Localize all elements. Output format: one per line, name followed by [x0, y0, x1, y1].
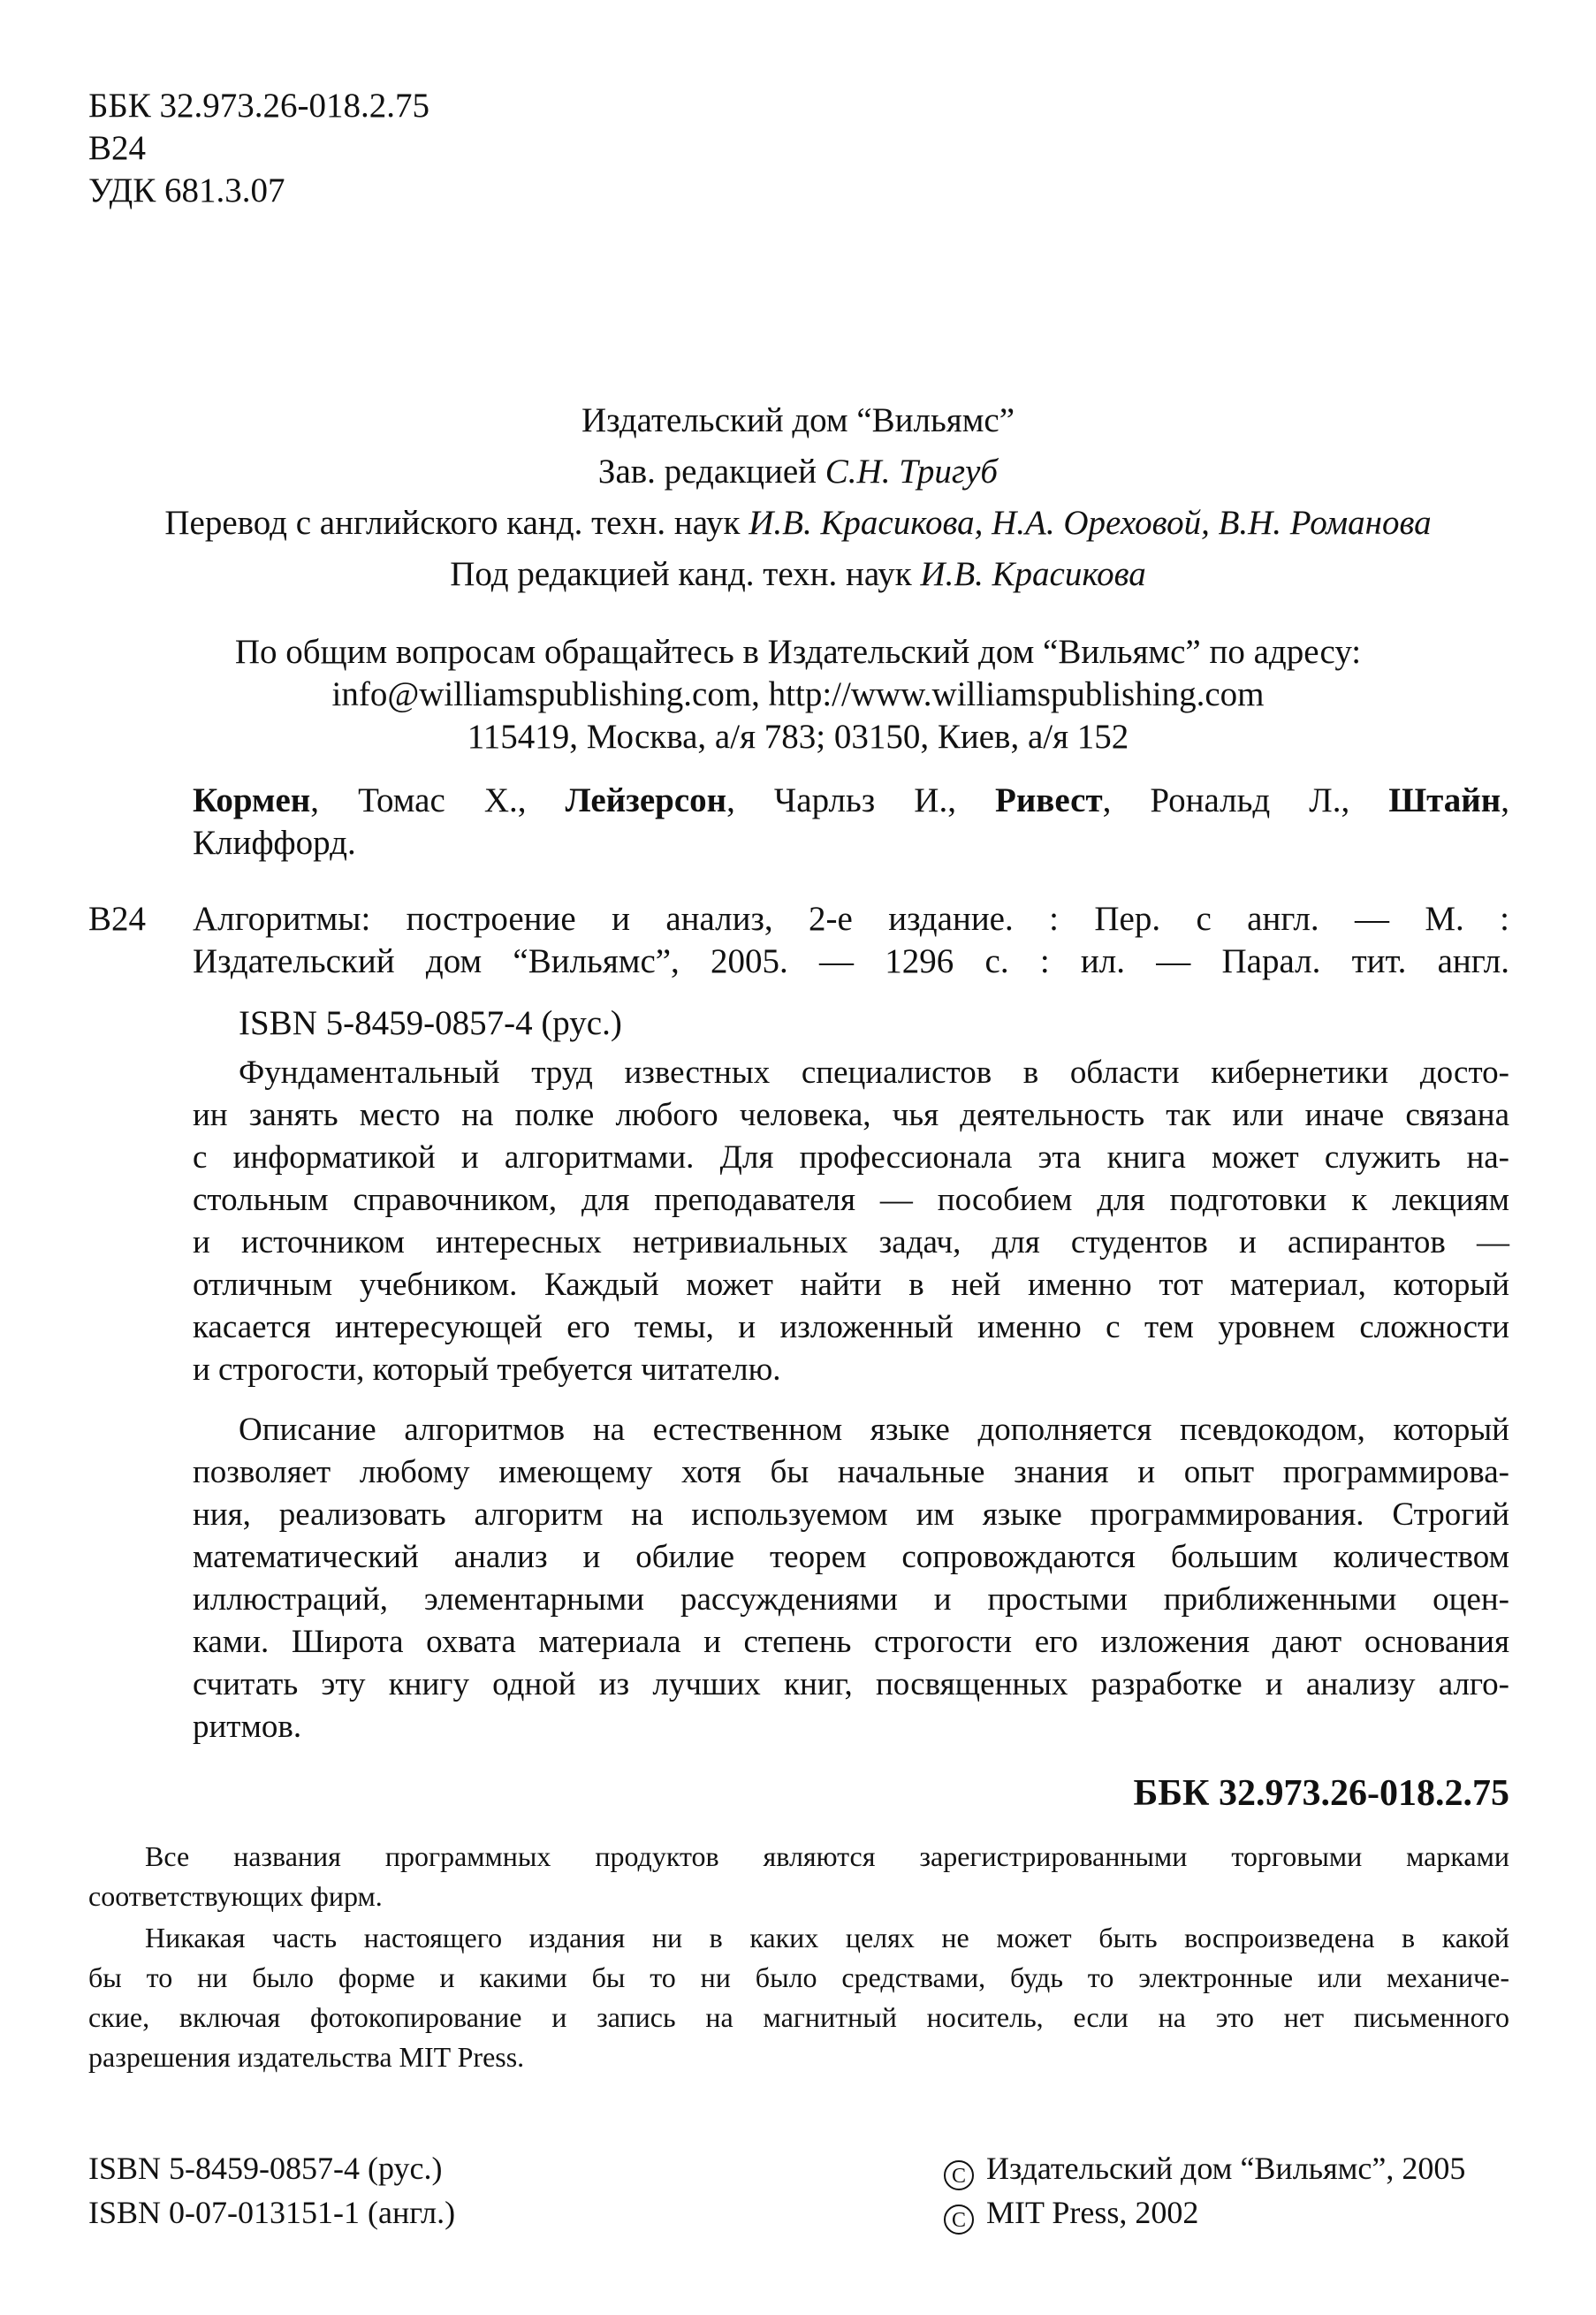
copyright-icon: C: [944, 2205, 974, 2235]
footer-copyright: [944, 2146, 1465, 2235]
author-given-4: ,: [1501, 781, 1509, 819]
catalog-isbn: ISBN 5-8459-0857-4 (рус.): [239, 1004, 622, 1042]
copyright-icon: C: [944, 2160, 974, 2190]
udk-code: УДК 681.3.07: [88, 171, 285, 209]
translation-label: Перевод с английского канд. техн. наук: [164, 504, 741, 542]
trademark-notice: [88, 1837, 1509, 1916]
trademark-line: Все названия программных продуктов являются зарегистрированными торговыми марками: [145, 1840, 1509, 1872]
edited-label: Под редакцией канд. техн. наук: [450, 555, 912, 593]
footer-isbn: [88, 2146, 455, 2235]
catalog-title: [193, 898, 1509, 983]
para2-line: математический анализ и обилие теорем сопровождаются большим количеством: [193, 1539, 1509, 1575]
para1-line: с информатикой и алгоритмами. Для профессионала эта книга может служить на-: [193, 1139, 1509, 1176]
copyright-holder-2: MIT Press, 2002: [986, 2195, 1199, 2230]
para1-line: ин занять место на полке любого человека, чья деятельность так или иначе связана: [193, 1097, 1509, 1133]
translators: И.В. Красикова, Н.А. Ореховой, В.Н. Романова: [749, 504, 1432, 542]
copyright-line-1: [944, 2146, 1465, 2190]
trademark-line: соответствующих фирм.: [88, 1880, 383, 1912]
editor-head-name: С.Н. Тригуб: [825, 453, 999, 491]
edited-line: [0, 553, 1596, 605]
authors-line-1: [193, 780, 1509, 822]
para1-line: стольным справочником, для преподавателя — пособием для подготовки к лекциям: [193, 1182, 1509, 1218]
editor-head-label: Зав. редакцией: [597, 453, 817, 491]
isbn-en: ISBN 0-07-013151-1 (англ.): [88, 2195, 456, 2230]
editor-head-line: [0, 451, 1596, 502]
para1-line: и строгости, который требуется читателю.: [193, 1352, 781, 1388]
author-given-1: , Томас Х.,: [310, 781, 566, 819]
author-given-3: , Рональд Л.,: [1102, 781, 1389, 819]
para2-line: иллюстраций, элементарными рассуждениями и простыми приближенными оцен-: [193, 1581, 1509, 1618]
contact-line-3: 115419, Москва, а/я 783; 03150, Киев, а/я 152: [467, 718, 1129, 756]
para2-line: ритмов.: [193, 1709, 302, 1745]
para1-line: и источником интересных нетривиальных задач, для студентов и аспирантов —: [193, 1224, 1509, 1260]
rights-line: ские, включая фотокопирование и запись на магнитный носитель, если на это нет письменного: [88, 2001, 1509, 2033]
authors-line-2: Клиффорд.: [193, 824, 356, 862]
contact-line-1: По общим вопросам обращайтесь в Издательский дом “Вильямс” по адресу:: [234, 633, 1362, 671]
annotation-paragraph-2: [193, 1409, 1509, 1748]
credits-block: [0, 400, 1596, 605]
para2-line: считать эту книгу одной из лучших книг, посвященных разработке и анализу алго-: [193, 1666, 1509, 1702]
author-given-2: , Чарльз И.,: [726, 781, 995, 819]
title-line-2: Издательский дом “Вильямс”, 2005. — 1296 с. : ил. — Парал. тит. англ.: [193, 942, 1509, 980]
bbk-code: ББК 32.973.26-018.2.75: [88, 87, 430, 125]
copyright-line-2: [944, 2190, 1465, 2235]
classification-block: [88, 85, 429, 212]
copyright-holder-1: Издательский дом “Вильямс”, 2005: [986, 2151, 1466, 2186]
rights-line: бы то ни было форме и какими бы то ни было средствами, будь то электронные или механиче-: [88, 1961, 1509, 1993]
para2-line: ния, реализовать алгоритм на используемом им языке программирования. Строгий: [193, 1496, 1509, 1533]
catalog-code: В24: [88, 900, 147, 938]
para1-line: касается интересующей его темы, и изложенный именно с тем уровнем сложности: [193, 1309, 1509, 1345]
author-surname-2: Лейзерсон: [565, 781, 727, 819]
author-surname-1: Кормен: [193, 781, 311, 819]
contact-line-2: info@williamspublishing.com, http://www.williamspublishing.com: [331, 675, 1265, 713]
para1-line: отличным учебником. Каждый может найти в ней именно тот материал, который: [193, 1267, 1509, 1303]
translation-line: [0, 502, 1596, 553]
author-surname-4: Штайн: [1388, 781, 1501, 819]
catalog-authors: [193, 780, 1509, 864]
para2-line: позволяет любому имеющему хотя бы начальные знания и опыт программирова-: [193, 1454, 1509, 1490]
author-surname-3: Ривест: [995, 781, 1103, 819]
bbk-bottom: ББК 32.973.26-018.2.75: [1133, 1773, 1509, 1814]
isbn-ru: ISBN 5-8459-0857-4 (рус.): [88, 2151, 443, 2186]
author-code: В24: [88, 129, 147, 167]
title-line-1: Алгоритмы: построение и анализ, 2-е издание. : Пер. с англ. — М. :: [193, 900, 1509, 938]
rights-line: разрешения издательства MIT Press.: [88, 2041, 525, 2073]
para2-line: ками. Широта охвата материала и степень строгости его изложения дают основания: [193, 1624, 1509, 1660]
annotation-paragraph-1: [193, 1052, 1509, 1391]
rights-notice: [88, 1918, 1509, 2077]
para2-line: Описание алгоритмов на естественном языке дополняется псевдокодом, который: [239, 1412, 1509, 1448]
rights-line: Никакая часть настоящего издания ни в каких целях не может быть воспроизведена в какой: [145, 1922, 1509, 1953]
contact-block: [0, 631, 1596, 758]
publisher-line: Издательский дом “Вильямс”: [581, 401, 1015, 439]
edited-name: И.В. Красикова: [920, 555, 1146, 593]
para1-line: Фундаментальный труд известных специалистов в области кибернетики досто-: [239, 1055, 1509, 1091]
